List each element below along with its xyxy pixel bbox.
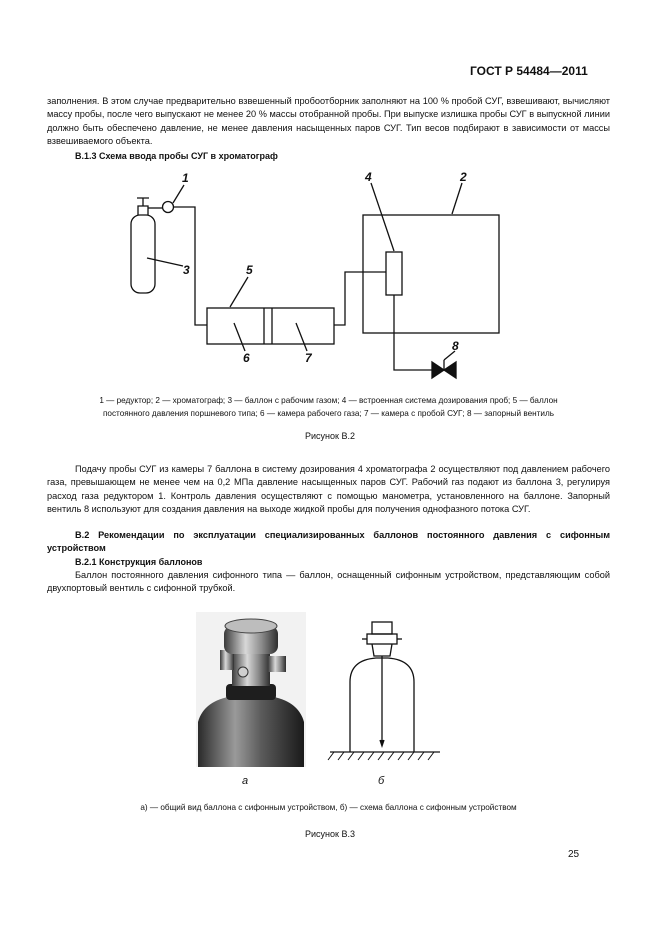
leader-2 (452, 183, 462, 214)
label-6: 6 (243, 351, 250, 365)
siphon-valve-body (367, 634, 397, 644)
photo-handwheel (225, 619, 277, 633)
reducer-1 (163, 202, 174, 213)
label-5: 5 (246, 263, 253, 277)
leader-3 (147, 258, 183, 266)
label-3: 3 (183, 263, 190, 277)
siphon-paragraph: Баллон постоянного давления сифонного типа — баллон, оснащенный сифонным устройством, представляющим собой двухпортовый вентиль с сифонной трубкой. (47, 570, 610, 594)
photo-bolt (238, 667, 248, 677)
figure-b3-label-a: а (242, 775, 249, 787)
cylinder-3 (131, 215, 155, 293)
chromatograph-2 (363, 215, 499, 333)
figure-b2-legend-line1: 1 — редуктор; 2 — хроматограф; 3 — баллон с рабочим газом; 4 — встроенная система дозирования проб; 5 — баллон (99, 396, 558, 405)
figure-b3a-photo (196, 612, 306, 767)
figure-b3b-diagram (320, 612, 450, 772)
ground-hatching (328, 752, 434, 760)
document-header: ГОСТ Р 54484—2011 (470, 64, 588, 78)
label-2: 2 (460, 170, 467, 184)
valve-8-left (432, 362, 444, 378)
photo-cylinder-body (198, 696, 304, 767)
page-number: 25 (568, 849, 580, 860)
section-b21-number: В.2.1 (75, 557, 97, 567)
siphon-tube-end (380, 740, 384, 746)
gas-line-b (174, 207, 207, 325)
siphon-valve-cap (372, 622, 392, 634)
label-7: 7 (305, 351, 312, 365)
leader-6 (234, 323, 245, 351)
cylinder-handle (137, 198, 149, 206)
figure-b3-title: Рисунок В.3 (305, 829, 355, 839)
leader-5 (230, 277, 248, 307)
figure-b2-legend (47, 394, 610, 420)
intro-paragraph: заполнения. В этом случае предварительно взвешенный пробоотборник заполняют на 100 % пробой СУГ, взвешивают, вычисляют массу пробы, после чего выпускают не менее 20 % массы отобранной пробы. При выпуске излишка пробы СУГ в выпускной линии должно быть обеспечено давление, не менее давления насыщенных паров СУГ. Тип весов подбирают в зависимости от массы взвешиваемого объекта. (47, 96, 610, 146)
leader-4 (371, 183, 394, 251)
label-8: 8 (452, 339, 459, 353)
photo-port-right (268, 656, 286, 672)
figure-b2-title: Рисунок В.2 (305, 431, 355, 441)
cylinder-valve (138, 206, 148, 215)
sample-line (334, 272, 386, 325)
figure-b3-label-b: б (378, 775, 385, 787)
figure-b2-diagram (0, 0, 661, 400)
section-b2-heading: В.2 Рекомендации по эксплуатации специализированных баллонов постоянного давления с сифонным устройством (47, 530, 610, 554)
photo-neck-ring (226, 684, 276, 700)
leader-1 (173, 185, 184, 203)
photo-valve-body (232, 652, 270, 686)
figure-b2-legend-line2: постоянного давления поршневого типа; 6 — камера рабочего газа; 7 — камера с пробой СУГ; 8 — запорный вентиль (102, 409, 555, 418)
piston-cylinder-5 (207, 308, 334, 344)
label-1: 1 (182, 171, 189, 185)
figure-b3-caption: а) — общий вид баллона с сифонным устройством, б) — схема баллона с сифонным устройством (140, 803, 517, 812)
section-b21-title: Конструкция баллонов (99, 557, 203, 567)
siphon-valve-neck (372, 644, 392, 656)
leader-7 (296, 323, 307, 351)
section-b13-number: В.1.3 (75, 151, 97, 161)
section-b13-title: Схема ввода пробы СУГ в хроматограф (99, 151, 278, 161)
dosing-system-4 (386, 252, 402, 295)
section-b21-heading (75, 556, 638, 569)
feed-paragraph: Подачу пробы СУГ из камеры 7 баллона в систему дозирования 4 хроматографа 2 осуществляют под давлением рабочего газа, превышающем не менее чем на 0,2 МПа давление насыщенных паров СУГ. Рабочий газ подают из баллона 3, регулируя расход газа редуктором 1. Контроль давления осуществляют с помощью манометра, установленного на баллоне. Запорный вентиль 8 используют для создания давления на выходе жидкой пробы для получения однофазного потока СУГ. (47, 464, 610, 514)
valve-8-right (444, 362, 456, 378)
label-4: 4 (365, 170, 372, 184)
